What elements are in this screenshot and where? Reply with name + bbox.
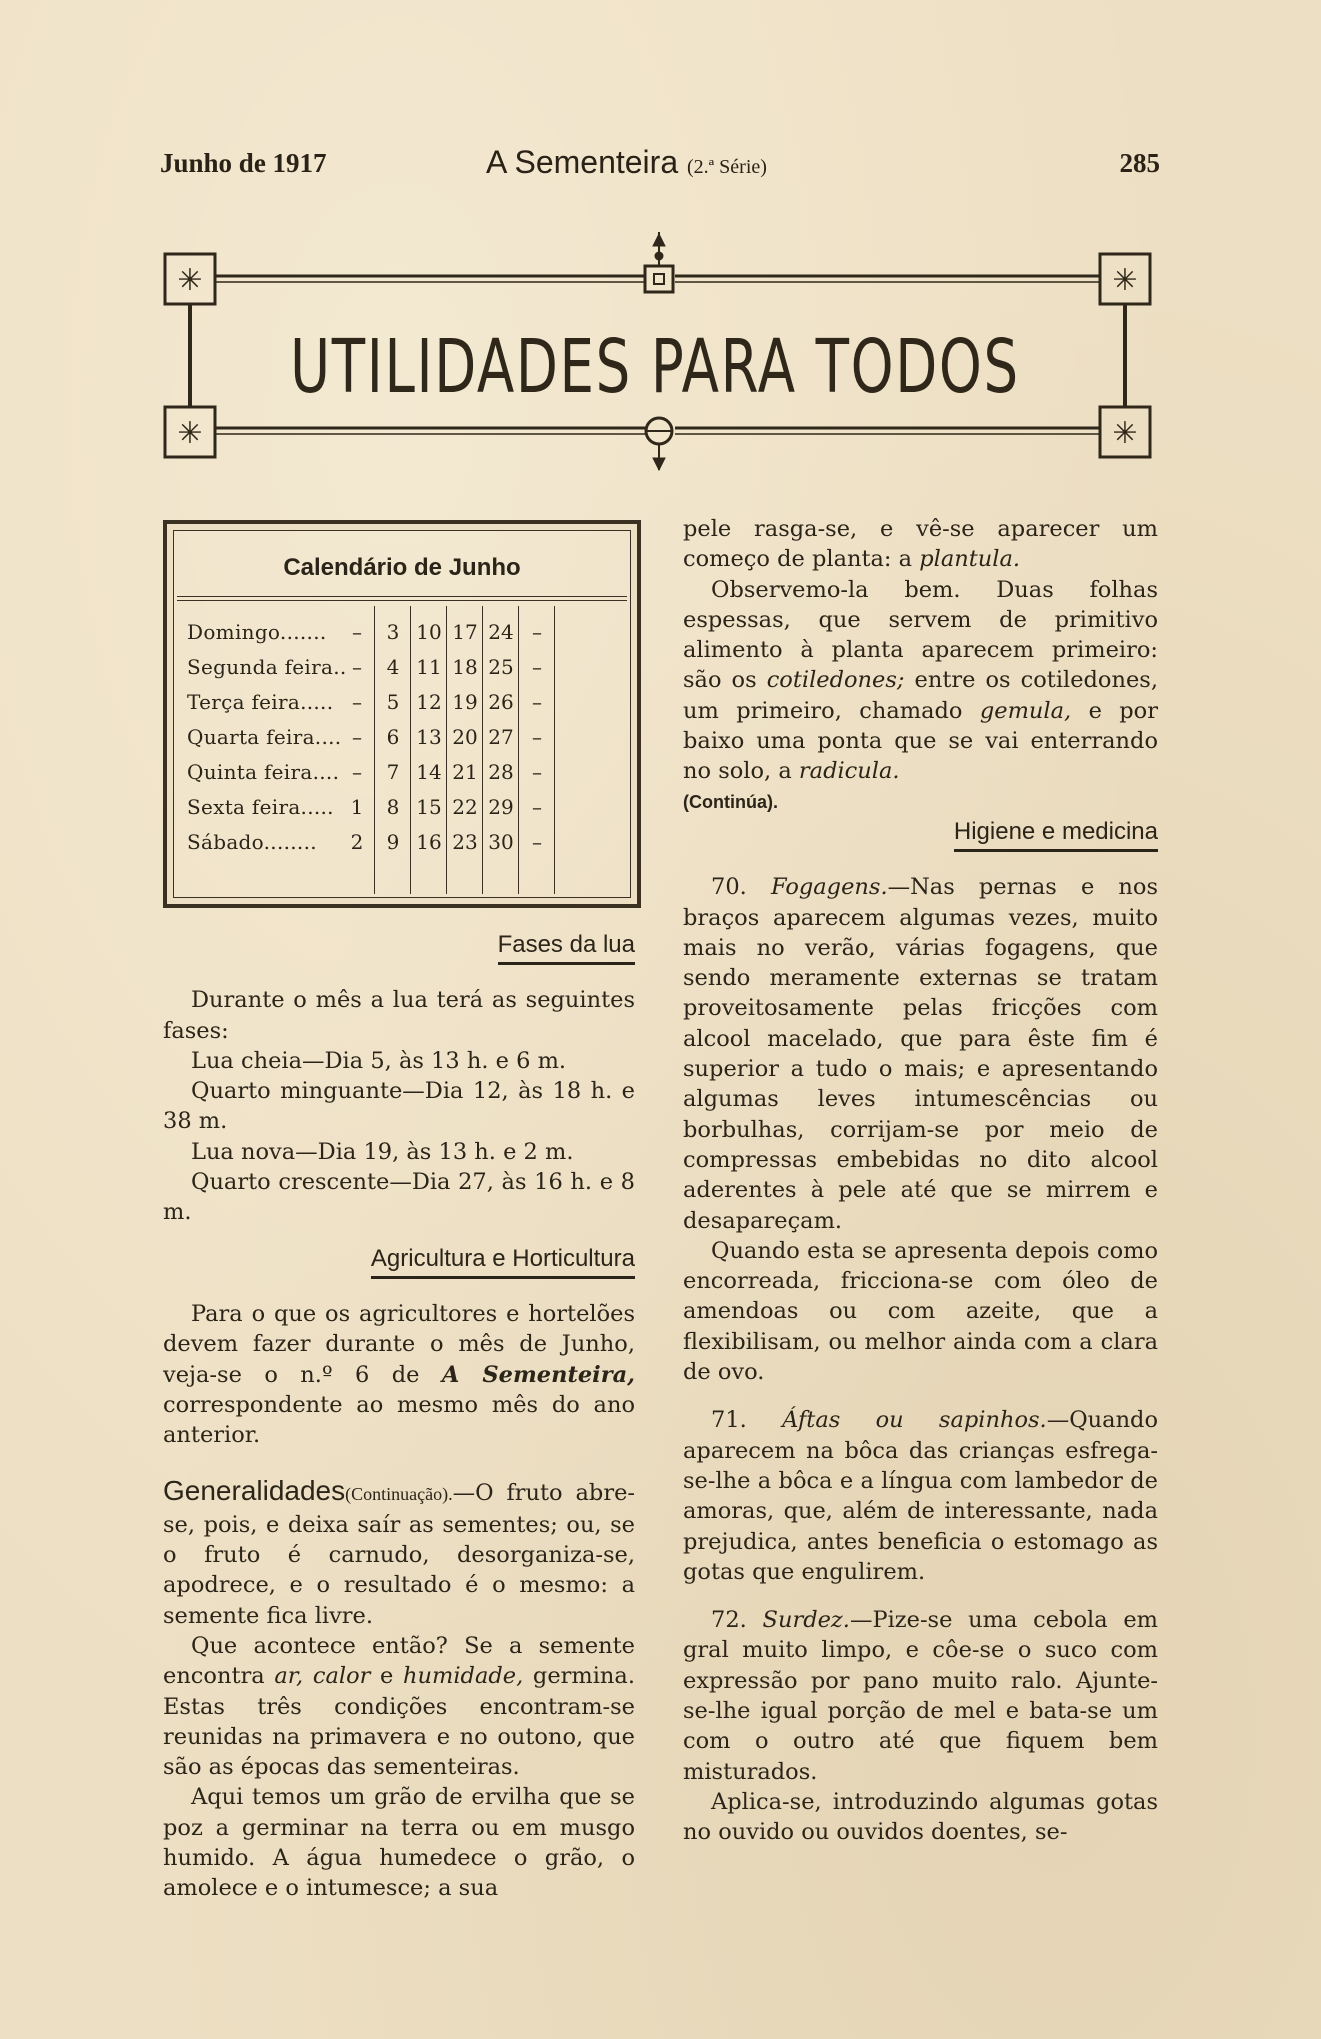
svg-text:✳: ✳ bbox=[177, 416, 203, 451]
calendar-title: Calendário de Junho bbox=[283, 554, 521, 581]
date-cell: 22 bbox=[452, 795, 478, 819]
date-cell: 18 bbox=[452, 655, 478, 679]
date-cell: 25 bbox=[488, 655, 514, 679]
date-cell: 27 bbox=[488, 725, 514, 749]
generalidades-paragraph-2: Que acontece então? Se a semente encontra ar, calor e humidade, germina. Estas três condições encontram-se reunidas na primavera e no outono, que são as épocas das sementeiras. bbox=[163, 1632, 635, 1781]
fase-item: Quarto minguante—Dia 12, às 18 h. e 38 m. bbox=[163, 1078, 635, 1135]
section-heading-fases: Fases da lua bbox=[163, 930, 635, 965]
running-header bbox=[160, 144, 1160, 188]
date-cell: 1 bbox=[350, 795, 364, 819]
agricultura-paragraph: Para o que os agricultores e hortelões devem fazer durante o mês de Junho, veja-se o n.º 6 de A Sementeira, correspondente ao mesmo mês do ano anterior. bbox=[163, 1300, 635, 1449]
date-cell: – bbox=[532, 830, 542, 854]
item-72-paragraph-2: Aplica-se, introduzindo algumas gotas no ouvido ou ouvidos doentes, se- bbox=[683, 1788, 1158, 1846]
date-cell: 19 bbox=[452, 690, 478, 714]
issue-date: Junho de 1917 bbox=[160, 148, 327, 178]
cotiledones-paragraph: Observemo-la bem. Duas folhas espessas, que servem de primitivo alimento à planta aparecem primeiro: são os cotiledones; entre os cotiledones, um primeiro, chamado gemula, e por baixo uma ponta que se vai enterrando no solo, a radicula. bbox=[683, 576, 1158, 785]
journal-name: A Sementeira bbox=[486, 144, 679, 180]
continua-note: (Continúa). bbox=[683, 791, 778, 812]
calendar-row bbox=[167, 614, 637, 649]
section-banner bbox=[155, 232, 1155, 472]
date-cell: 21 bbox=[452, 760, 478, 784]
svg-text:✳: ✳ bbox=[1112, 416, 1138, 451]
svg-text:✳: ✳ bbox=[1112, 263, 1138, 298]
plantula-paragraph: pele rasga-se, e vê-se aparecer um começo de planta: a plantula. bbox=[683, 516, 1158, 573]
calendar-body bbox=[167, 614, 637, 859]
banner-title: UTILIDADES PARA TODOS bbox=[290, 324, 1020, 410]
calendar-row bbox=[167, 824, 637, 859]
page-number: 285 bbox=[1119, 148, 1160, 178]
right-column bbox=[683, 514, 1158, 1847]
item-70-title: Fogagens. bbox=[770, 874, 888, 901]
fase-item: Lua nova—Dia 19, às 13 h. e 2 m. bbox=[191, 1138, 574, 1165]
date-cell: – bbox=[532, 690, 542, 714]
date-cell: 4 bbox=[386, 655, 400, 679]
date-cell: 10 bbox=[416, 620, 442, 644]
calendar-row bbox=[167, 754, 637, 789]
weekday-label: Domingo....... bbox=[187, 620, 327, 644]
weekday-label: Terça feira..... bbox=[187, 690, 334, 714]
svg-text:✳: ✳ bbox=[177, 263, 203, 298]
date-cell: 26 bbox=[488, 690, 514, 714]
fases-intro: Durante o mês a lua terá as seguintes fases: bbox=[163, 987, 635, 1044]
date-cell: – bbox=[532, 620, 542, 644]
date-cell: 14 bbox=[416, 760, 442, 784]
calendar-row bbox=[167, 719, 637, 754]
weekday-label: Sexta feira..... bbox=[187, 795, 334, 819]
left-column bbox=[163, 930, 635, 1904]
weekday-label: Quinta feira.... bbox=[187, 760, 340, 784]
fase-item: Quarto crescente—Dia 27, às 16 h. e 8 m. bbox=[163, 1169, 635, 1226]
journal-title bbox=[486, 144, 767, 181]
journal-reference: A Sementeira, bbox=[441, 1361, 635, 1388]
calendar-table bbox=[163, 520, 641, 908]
generalidades-paragraph: Generalidades(Continuação).—O fruto abre-se, pois, e deixa saír as sementes; ou, se o fruto é carnudo, desorganiza-se, apodrece, e o resultado é o mesmo: a semente fica livre. bbox=[163, 1475, 635, 1629]
date-cell: 23 bbox=[452, 830, 478, 854]
date-cell: – bbox=[352, 620, 362, 644]
date-cell: – bbox=[532, 795, 542, 819]
date-cell: – bbox=[532, 655, 542, 679]
section-heading-agricultura: Agricultura e Horticultura bbox=[163, 1244, 635, 1279]
item-70: 70. Fogagens.—Nas pernas e nos braços aparecem algumas vezes, muito mais no verão, várias fogagens, que sendo meramente externas se tratam proveitosamente pelas fricções com alcool macelado, que para êste fim é superior a tudo o mais; e apresentando algumas leves intumescências ou borbulhas, corrijam-se por meio de compressas embebidas no dito alcool aderentes à pele até que se mirrem e desapareçam. bbox=[683, 874, 1158, 1234]
calendar-row bbox=[167, 649, 637, 684]
date-cell: 24 bbox=[488, 620, 514, 644]
generalidades-heading: Generalidades bbox=[163, 1475, 346, 1507]
date-cell: 20 bbox=[452, 725, 478, 749]
date-cell: – bbox=[352, 760, 362, 784]
date-cell: 9 bbox=[386, 830, 400, 854]
section-heading-higiene: Higiene e medicina bbox=[683, 817, 1158, 852]
date-cell: 12 bbox=[416, 690, 442, 714]
date-cell: 8 bbox=[386, 795, 400, 819]
weekday-label: Segunda feira.. bbox=[187, 655, 347, 679]
date-cell: – bbox=[532, 760, 542, 784]
date-cell: 11 bbox=[416, 655, 442, 679]
date-cell: 30 bbox=[488, 830, 514, 854]
weekday-label: Sábado........ bbox=[187, 830, 317, 854]
calendar-row bbox=[167, 684, 637, 719]
item-70-paragraph-2: Quando esta se apresenta depois como encorreada, fricciona-se com óleo de amendoas ou com azeite, que a flexibilisam, ou melhor ainda com a clara de ovo. bbox=[683, 1237, 1158, 1386]
date-cell: 29 bbox=[488, 795, 514, 819]
date-cell: 7 bbox=[386, 760, 400, 784]
date-cell: 15 bbox=[416, 795, 442, 819]
item-71: 71. Áftas ou sapinhos.—Quando aparecem na bôca das crianças esfrega-se-lhe a bôca e a língua com lambedor de amoras, que, além de interessante, nada prejudica, antes beneficia o estomago as gotas que engulirem. bbox=[683, 1407, 1159, 1585]
date-cell: – bbox=[352, 690, 362, 714]
fase-item: Lua cheia—Dia 5, às 13 h. e 6 m. bbox=[191, 1047, 567, 1074]
date-cell: 17 bbox=[452, 620, 478, 644]
date-cell: – bbox=[532, 725, 542, 749]
item-72-title: Surdez. bbox=[762, 1607, 850, 1634]
item-72: 72. Surdez.—Pize-se uma cebola em gral muito limpo, e côe-se o suco com expressão por pano muito ralo. Ajunte-se-lhe igual porção de mel e bata-se um com o outro até que fiquem bem misturados. bbox=[683, 1607, 1159, 1785]
continuation-note: (Continuação). bbox=[345, 1484, 453, 1505]
date-cell: 5 bbox=[386, 690, 400, 714]
item-71-title: Áftas ou sapinhos. bbox=[782, 1407, 1047, 1434]
journal-series: (2.ª Série) bbox=[687, 156, 767, 178]
weekday-label: Quarta feira.... bbox=[187, 725, 342, 749]
generalidades-paragraph-3: Aqui temos um grão de ervilha que se poz a germinar na terra ou em musgo humido. A água humedece o grão, o amolece e o intumesce; a sua bbox=[163, 1784, 635, 1902]
date-cell: 13 bbox=[416, 725, 442, 749]
date-cell: – bbox=[352, 725, 362, 749]
date-cell: 3 bbox=[386, 620, 400, 644]
date-cell: – bbox=[352, 655, 362, 679]
calendar-row bbox=[167, 789, 637, 824]
date-cell: 6 bbox=[386, 725, 400, 749]
date-cell: 16 bbox=[416, 830, 442, 854]
date-cell: 2 bbox=[350, 830, 364, 854]
date-cell: 28 bbox=[488, 760, 514, 784]
